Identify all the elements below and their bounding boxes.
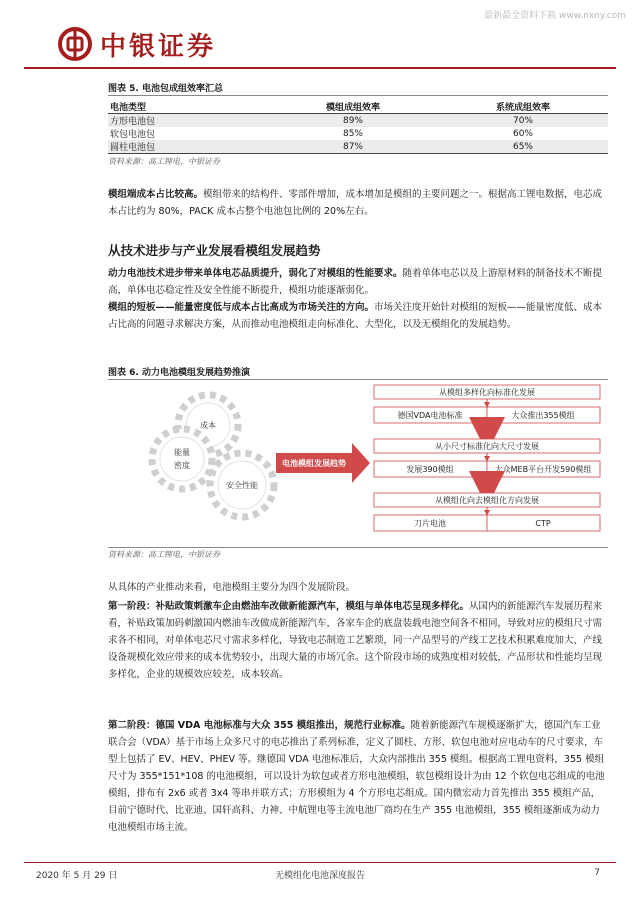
paragraph-tech-progress: [108, 265, 608, 299]
table-cell: 60%: [512, 128, 533, 139]
table-row: [108, 140, 608, 154]
paragraph-stage-1: [108, 598, 608, 683]
table-cell: 方形电池包: [108, 114, 268, 128]
paragraph-cost: [108, 186, 608, 220]
header-rule: [24, 67, 616, 69]
stage-item: 刀片电池: [414, 519, 446, 528]
figure6-bottom-rule: [108, 547, 608, 548]
brand-name: 中银证券: [100, 31, 217, 62]
stage-item: 大众MEB平台开发590模组: [494, 465, 592, 474]
watermark: 最新最全资料下载 www.nxny.com: [484, 11, 626, 21]
paragraph-body: 从具体的产业推动来看，电池模组主要分为四个发展阶段。: [108, 582, 356, 593]
table-cell: 85%: [342, 128, 363, 139]
trend-arrow-label: 电池模组发展趋势: [282, 459, 346, 468]
paragraph-body: 模组带来的结构件、零部件增加，成本增加是模组的主要问题之一。根据高工锂电数据，电芯成本占比约为 80%，PACK 成本占整个电池包比例的 20%左右。: [108, 189, 603, 217]
figure6-source: 资料来源：高工锂电，中银证券: [108, 550, 220, 559]
table-header: 模组成组效率: [268, 100, 438, 114]
table-cell: 87%: [268, 140, 438, 154]
gear-label: 成本: [200, 421, 216, 430]
gear-label: 密度: [174, 461, 190, 470]
section-heading: 从技术进步与产业发展看模组发展趋势: [108, 243, 321, 258]
paragraph-lead: 第二阶段：德国 VDA 电池标准与大众 355 模组推出，规范行业标准。: [108, 720, 411, 731]
footer-rule: [24, 862, 616, 863]
stage-item: 德国VDA电池标准: [397, 411, 463, 420]
table-header: 电池类型: [108, 100, 268, 114]
trend-diagram: [108, 383, 608, 545]
gear-energy-density-icon: [152, 429, 212, 489]
footer-report-title: 无模组化电池深度报告: [274, 871, 365, 881]
figure5-title-rule: [108, 95, 608, 96]
stage-header: 从小尺寸标准化向大尺寸发展: [435, 442, 539, 451]
paragraph-body: 市场关注度开始针对模组的短板——能量密度低、成本占比高的问题寻求解决方案，从而推动电池模组走向标准化、大型化，以及无模组化的发展趋势。: [108, 302, 603, 330]
table-header-row: [108, 100, 608, 114]
paragraph-stages-intro: [108, 579, 608, 596]
paragraph-lead: 动力电池技术进步带来单体电芯品质提升，弱化了对模组的性能要求。: [108, 268, 403, 279]
paragraph-stage-2: [108, 717, 608, 836]
paragraph-body: 从国内的新能源汽车发展历程来看，补贴政策加码刺激国内燃油车改做成新能源汽车，各家车企的底盘装载电池空间各不相同，导致对应的模组尺寸需求各不相同，对单体电芯尺寸需求多样化，导致电芯制造工艺繁琐，同一产品型号的产线工艺技术积累难度加大，产线设备规模化效应带来的成本优势较小，出现大量的市场冗余。这个阶段市场的成熟度相对较低，产品形状和性能均呈现多样化，企业的规模效应较差，成本较高。: [108, 601, 603, 680]
table-cell: 软包电池包: [110, 130, 156, 140]
stage-item: 发展390模组: [406, 465, 454, 474]
figure5-title: 图表 5. 电池包成组效率汇总: [108, 84, 223, 94]
footer-date: 2020 年 5 月 29 日: [36, 871, 118, 881]
table-cell: 圆柱电池包: [108, 140, 268, 154]
stage-header: 从模组化向去模组化方向发展: [435, 496, 539, 505]
table-row: [108, 127, 608, 140]
stage-item: 大众推出355模组: [511, 411, 575, 420]
bank-of-china-logo-icon: [58, 27, 92, 61]
figure6-title: 图表 6. 动力电池模组发展趋势推演: [108, 368, 250, 378]
paragraph-lead: 第一阶段：补贴政策刺激车企由燃油车改做新能源汽车，模组与单体电芯呈现多样化。: [108, 601, 470, 612]
footer-page-number: 7: [594, 868, 600, 878]
paragraph-body: 随着新能源汽车规模逐渐扩大，德国汽车工业联合会（VDA）基于市场上众多尺寸的电芯推出了系列标准，定义了圆柱、方形、软包电池对应电动车的尺寸要求，车型上包括了 EV、HEV、PHEV 等。继德国 VDA 电池标准后，大众内部推出 355 模组。根据高工锂电资料，355 模组尺寸为 355*151*108 的电池模组，可以设计为软包或者方形电池模组，软包模组设计为由 12 个软包电芯组成的电池模组，排布有 2x6 或者 3x4 等串并联方式；方形模组为 4 个方形电芯组成。国内微宏动力首先推出 355 模组产品，目前宁德时代、比亚迪、国轩高科、力神、中航锂电等主流电池厂商均在生产 355 电池模组，355 模组逐渐成为动力电池模组市场主流。: [108, 720, 605, 833]
table-cell: 89%: [268, 114, 438, 128]
figure5-source: 资料来源：高工锂电，中银证券: [108, 157, 220, 166]
table-row: [108, 114, 608, 128]
gear-label: 安全性能: [226, 481, 258, 490]
table-header: 系统成组效率: [438, 100, 608, 114]
paragraph-module-weakness: [108, 299, 608, 333]
paragraph-body: 随着单体电芯以及上游原材料的制备技术不断提高，单体电芯稳定性及安全性能不断提升，模组功能逐渐弱化。: [108, 268, 603, 296]
table-cell: 70%: [438, 114, 608, 128]
stage-item: CTP: [535, 519, 551, 528]
brand-logo: [58, 26, 216, 62]
stage-header: 从模组多样化向标准化发展: [439, 388, 535, 397]
paragraph-lead: 模组的短板——能量密度低与成本占比高成为市场关注的方向。: [108, 302, 375, 313]
table-cell: 65%: [438, 140, 608, 154]
paragraph-lead: 模组端成本占比较高。: [108, 189, 204, 200]
efficiency-table: [108, 100, 608, 154]
gear-label: 能量: [174, 448, 190, 457]
figure6-title-rule: [108, 379, 608, 380]
